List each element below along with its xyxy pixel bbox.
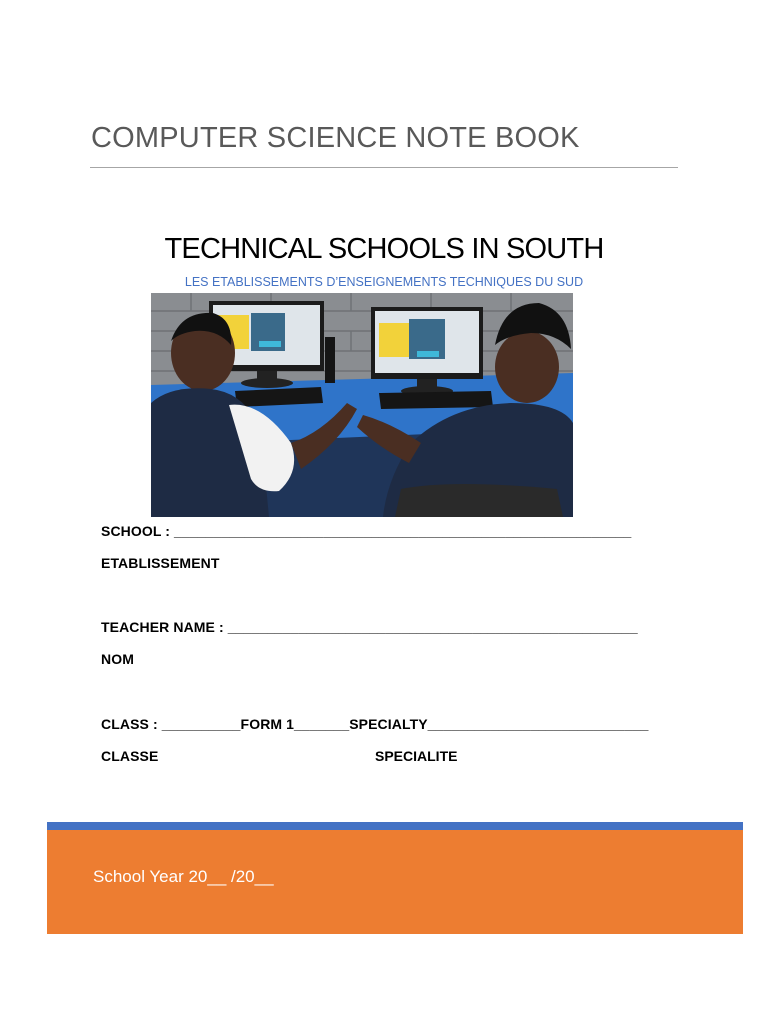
class-label-fr: CLASSE	[101, 748, 159, 764]
header-divider	[90, 167, 678, 168]
cover-subtitle: LES ETABLISSEMENTS D’ENSEIGNEMENTS TECHNIQUES DU SUD	[184, 275, 584, 289]
specialty-label-fr: SPECIALITE	[375, 748, 458, 764]
class-field: CLASS : __________FORM 1_______SPECIALTY____________________________	[101, 716, 649, 732]
notebook-title: COMPUTER SCIENCE NOTE BOOK	[91, 122, 580, 154]
teacher-label-fr: NOM	[101, 651, 134, 667]
cover-title: TECHNICAL SCHOOLS IN SOUTH	[164, 233, 604, 265]
school-year-text: School Year 20__ /20__	[93, 867, 274, 886]
school-field: SCHOOL : __________________________________________________________	[101, 523, 632, 539]
cover-photo	[151, 293, 573, 517]
footer-blue-band	[47, 822, 743, 830]
teacher-name-field: TEACHER NAME : ____________________________________________________	[101, 619, 638, 635]
school-label-fr: ETABLISSEMENT	[101, 555, 220, 571]
